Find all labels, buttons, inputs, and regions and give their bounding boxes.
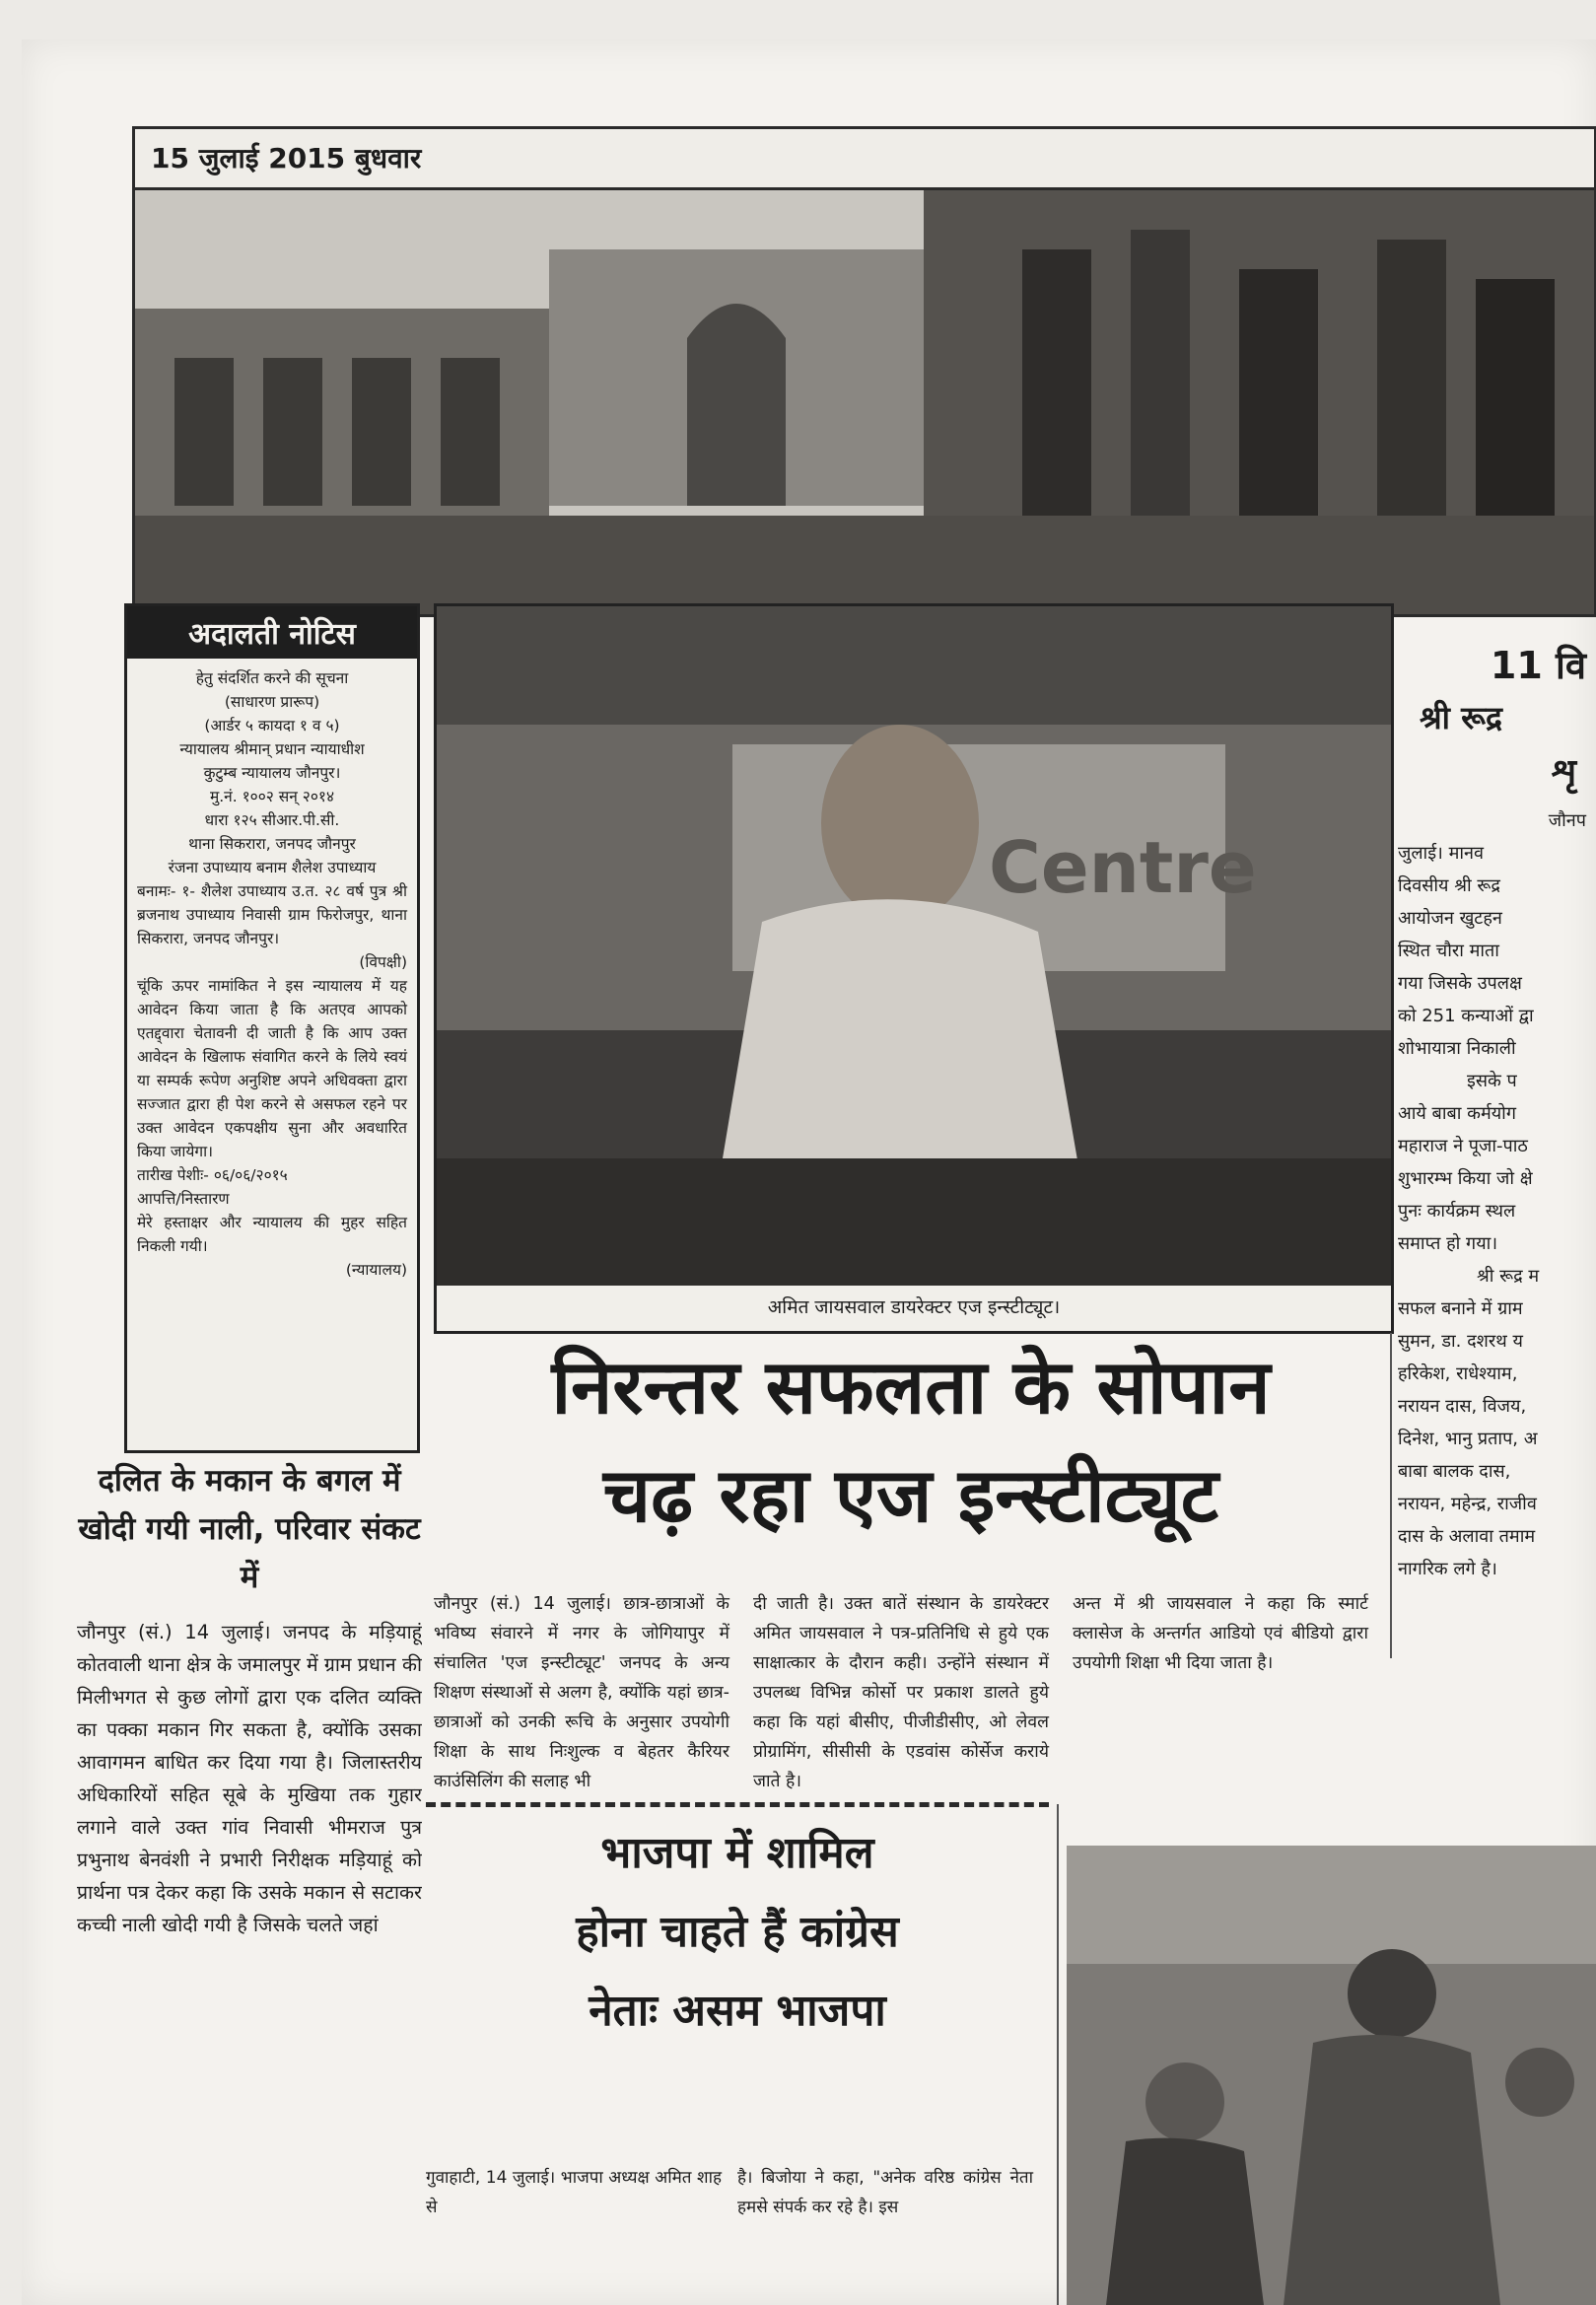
notice-line: (विपक्षी) bbox=[359, 953, 407, 971]
bjp-story bbox=[426, 2163, 1049, 2305]
main-story bbox=[434, 1589, 1380, 1791]
notice-heading: अदालती नोटिस bbox=[127, 606, 417, 659]
right-story-line: आयोजन खुटहन bbox=[1398, 908, 1502, 929]
main-story-col1: जौनपुर (सं.) 14 जुलाई। छात्र-छात्राओं के भविष्य संवारने में नगर के जोगियापुर में संचालित 'एज इन्स्टीट्यूट' जनपद के अन्य शिक्षण संस्थाओं से अलग है, क्योंकि यहां छात्र-छात्राओं को उनकी रूचि के अनुसार उपयोगी शिक्षा के साथ निःशुल्क व बेहतर कैरियर काउंसिलिंग की सलाह भी bbox=[434, 1594, 729, 1791]
right-story-line: दिवसीय श्री रूद्र bbox=[1398, 875, 1500, 896]
right-story-line: नरायन दास, विजय, bbox=[1398, 1396, 1527, 1417]
right-story-line: पुनः कार्यक्रम स्थल bbox=[1398, 1201, 1516, 1222]
right-story-line: हरिकेश, राधेश्याम, bbox=[1398, 1363, 1518, 1384]
bjp-headline-line: भाजपा में शामिल bbox=[600, 1828, 874, 1878]
dashed-separator bbox=[426, 1802, 1049, 1807]
notice-body bbox=[127, 659, 417, 1290]
dalit-body: जौनपुर (सं.) 14 जुलाई। जनपद के मड़ियाहूं कोतवाली थाना क्षेत्र के जमालपुर में ग्राम प्रधान की मिलीभगत से कुछ लोगों द्वारा एक दलित व्यक्ति का पक्का मकान गिर सकता है, क्योंकि उसका आवागमन बाधित कर दिया गया है। जिलास्तरीय अधिकारियों सहित सूबे के मुखिया तक गुहार लगाने वाले उक्त गांव निवासी भीमराज पुत्र प्रभुनाथ बेनवंशी ने प्रभारी निरीक्षक मड़ियाहूं को प्रार्थना पत्र देकर कहा कि उसके मकान से सटाकर कच्ची नाली खोदी गयी है जिसके चलते जहां bbox=[77, 1621, 422, 1936]
street-scene-illustration bbox=[135, 190, 1594, 614]
right-story-line: बाबा बालक दास, bbox=[1398, 1461, 1511, 1482]
column-divider bbox=[1057, 1804, 1059, 2305]
notice-line: मु.नं. १००२ सन् २०१४ bbox=[209, 788, 335, 805]
main-headline bbox=[434, 1333, 1388, 1550]
right-story-line: इसके प bbox=[1467, 1071, 1517, 1091]
main-story-col3: अन्त में श्री जायसवाल ने कहा कि स्मार्ट क्लासेज के अन्तर्गत आडियो एवं बीडियो द्वारा उपयोगी शिक्षा भी दिया जाता है। bbox=[1073, 1594, 1368, 1673]
photo-caption: अमित जायसवाल डायरेक्टर एज इन्स्टीट्यूट। bbox=[434, 1286, 1394, 1334]
bjp-headline-line: नेताः असम भाजपा bbox=[589, 1986, 886, 2036]
right-story-line: सुमन, डा. दशरथ य bbox=[1398, 1331, 1523, 1352]
right-story-line: शोभायात्रा निकाली bbox=[1398, 1038, 1516, 1059]
notice-line: बनामः- १- शैलेश उपाध्याय उ.त. २८ वर्ष पुत्र श्री ब्रजनाथ उपाध्याय निवासी ग्राम फिरोजपुर, थाना सिकरारा, जनपद जौनपुर। bbox=[137, 882, 407, 947]
right-story-line: स्थित चौरा माता bbox=[1398, 941, 1499, 961]
right-story-line: दास के अलावा तमाम bbox=[1398, 1526, 1536, 1547]
right-story-title: 11 वि bbox=[1490, 644, 1586, 687]
right-story-subtitle2: शृ bbox=[1551, 752, 1576, 793]
notice-line: आपत्ति/निस्तारण bbox=[137, 1190, 230, 1208]
right-story-line: सफल बनाने में ग्राम bbox=[1398, 1298, 1523, 1319]
date-line: 15 जुलाई 2015 बुधवार bbox=[151, 142, 422, 175]
notice-line: चूंकि ऊपर नामांकित ने इस न्यायालय में यह आवेदन किया जाता है कि अतएव आपको एतद्द्वारा चेतावनी दी जाती है कि आप उक्त आवेदन के खिलाफ संवागित करने के लिये स्वयं या सम्पर्क रूपेण अनुशिष्ट अपने अधिवक्ता द्वारा सज्जात द्वारा ही पेश करने से असफल रहने पर उक्त आवेदन एकपक्षीय सुना और अवधारित किया जायेगा। bbox=[137, 977, 407, 1160]
right-story-line: नरायन, महेन्द्र, राजीव bbox=[1398, 1494, 1537, 1514]
dalit-headline: दलित के मकान के बगल में खोदी गयी नाली, परिवार संकट में bbox=[78, 1463, 421, 1595]
notice-line: (साधारण प्रारूप) bbox=[224, 693, 320, 711]
right-story-line: आये बाबा कर्मयोग bbox=[1398, 1103, 1516, 1124]
bjp-story-col2: है। बिजोया ने कहा, "अनेक वरिष्ठ कांग्रेस नेता हमसे संपर्क कर रहे है। इस bbox=[737, 2168, 1033, 2217]
director-photo-illustration bbox=[437, 606, 1391, 1296]
bjp-story-col1: गुवाहाटी, 14 जुलाई। भाजपा अध्यक्ष अमित शाह से bbox=[426, 2168, 722, 2217]
notice-line: तारीख पेशीः- ०६/०६/२०१५ bbox=[137, 1166, 288, 1184]
crowd-photo bbox=[1067, 1846, 1596, 2305]
right-story-line: गया जिसके उपलक्ष bbox=[1398, 973, 1522, 994]
column-divider bbox=[1390, 1333, 1392, 1658]
headline-line: चढ़ रहा एज इन्स्टीट्यूट bbox=[602, 1451, 1219, 1539]
crowd-photo-illustration bbox=[1067, 1846, 1596, 2305]
top-street-photo bbox=[132, 187, 1596, 617]
bjp-headline bbox=[426, 1814, 1049, 2051]
notice-line: न्यायालय श्रीमान् प्रधान न्यायाधीश bbox=[179, 740, 365, 758]
notice-line: हेतु संदर्शित करने की सूचना bbox=[195, 669, 349, 687]
court-notice bbox=[124, 603, 420, 1453]
right-story-line: समाप्त हो गया। bbox=[1398, 1233, 1498, 1254]
right-story-subtitle: श्री रूद्र bbox=[1420, 699, 1502, 736]
right-story-line: को 251 कन्याओं द्वा bbox=[1398, 1006, 1534, 1026]
notice-line: कुटुम्ब न्यायालय जौनपुर। bbox=[203, 764, 341, 782]
right-story-line: जुलाई। मानव bbox=[1398, 843, 1485, 864]
right-story-line: दिनेश, भानु प्रताप, अ bbox=[1398, 1429, 1538, 1449]
notice-line: रंजना उपाध्याय बनाम शैलेश उपाध्याय bbox=[168, 859, 377, 876]
right-story-line: जौनप bbox=[1548, 810, 1586, 831]
notice-line: (न्यायालय) bbox=[345, 1261, 407, 1279]
right-story-line: महाराज ने पूजा-पाठ bbox=[1398, 1136, 1528, 1156]
date-bar bbox=[132, 126, 1596, 190]
notice-line: धारा १२५ सीआर.पी.सी. bbox=[204, 811, 340, 829]
director-photo bbox=[434, 603, 1394, 1299]
right-story-line: शुभारम्भ किया जो क्षे bbox=[1398, 1168, 1533, 1189]
notice-line: थाना सिकरारा, जनपद जौनपुर bbox=[188, 835, 356, 853]
notice-line: (आर्डर ५ कायदा १ व ५) bbox=[204, 717, 340, 734]
dalit-story bbox=[77, 1457, 422, 2305]
right-story-line: नागरिक लगे है। bbox=[1398, 1559, 1497, 1579]
main-story-col2: दी जाती है। उक्त बातें संस्थान के डायरेक्टर अमित जायसवाल ने पत्र-प्रतिनिधि से हुये एक साक्षात्कार के दौरान कही। उन्होंने संस्थान में उपलब्ध विभिन्न कोर्सो पर प्रकाश डालते हुये कहा कि यहां बीसीए, पीजीडीसीए, ओ लेवल प्रोग्रामिंग, सीसीसी के एडवांस कोर्सेज कराये जाते है। bbox=[753, 1594, 1049, 1791]
notice-line: मेरे हस्ताक्षर और न्यायालय की मुहर सहित निकली गयी। bbox=[137, 1214, 407, 1255]
right-story-line: श्री रूद्र म bbox=[1477, 1266, 1540, 1287]
right-story-body bbox=[1390, 804, 1596, 1585]
right-story bbox=[1390, 603, 1596, 1708]
headline-line: निरन्तर सफलता के सोपान bbox=[551, 1343, 1271, 1431]
bjp-headline-line: होना चाहते हैं कांग्रेस bbox=[576, 1907, 899, 1957]
signage-text: Centre bbox=[989, 826, 1257, 909]
